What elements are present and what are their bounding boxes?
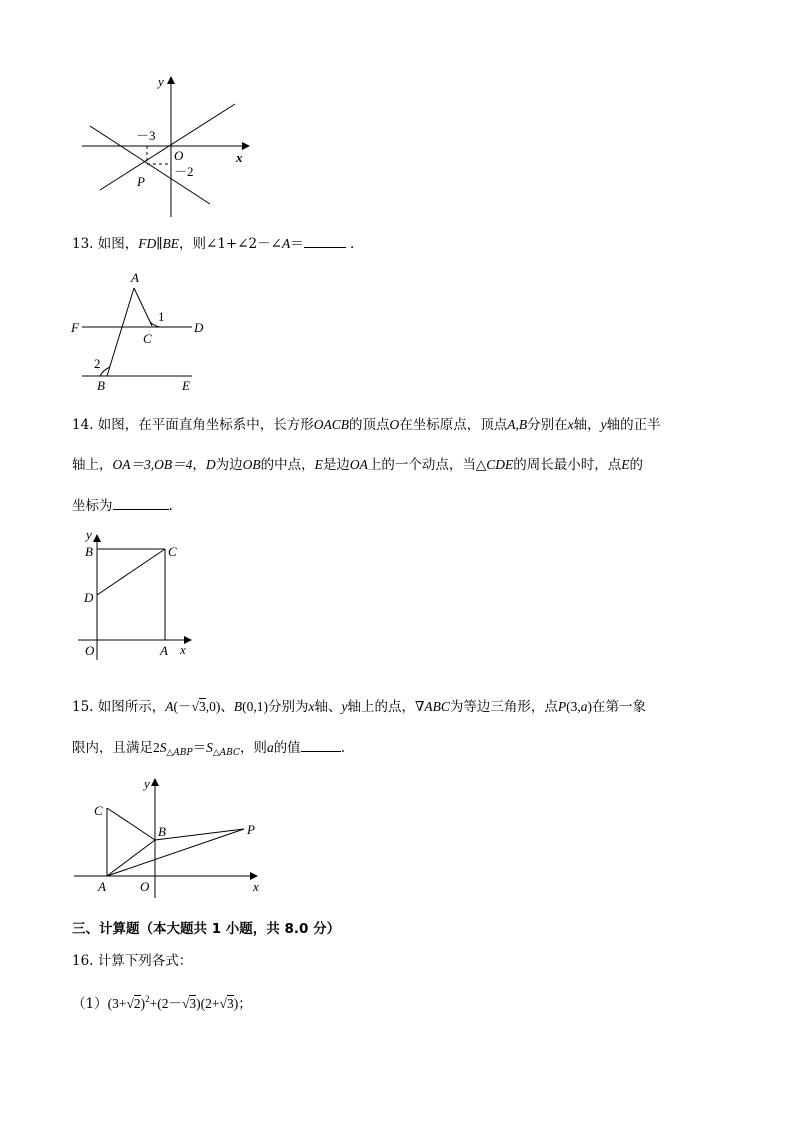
segment-DC [97,549,165,595]
section-3-heading: 三、计算题（本大题共 1 小题，共 8.0 分） [72,921,341,937]
label-C: C [168,544,177,559]
q15-x: x [308,699,315,714]
question-14-line-1 [72,416,732,434]
q16-e2: ) [140,996,146,1011]
q15-a: a [580,699,588,714]
q15-number: 15. [72,699,94,715]
q15-answer-blank[interactable] [301,738,341,752]
q14-text-2c: 为边 [215,457,243,473]
label-B: B [158,824,166,839]
q13-A: A [281,236,291,251]
q14-O: O [389,417,400,432]
q15-sqrt3: 3 [198,699,206,714]
q15-text-2c: 的值 [273,740,301,756]
q14-text-1c: 在坐标原点，顶点 [399,417,508,433]
q16-text: 计算下列各式： [93,953,193,969]
segment-AC [134,288,152,326]
y-axis-arrow [93,534,101,542]
q14-text-1f: 轴的正半 [606,417,661,433]
line-2 [100,104,235,190]
q15-P-coord: (3, [566,699,581,714]
q15-text-1a: 如图所示， [93,699,166,715]
label-y: y [86,527,92,542]
q16-r2: 2 [133,996,141,1011]
q13-end: ． [350,236,364,252]
q15-sep: 、 [220,699,234,715]
q15-text-2b: ，则 [239,740,267,756]
figure-q12 [70,72,260,222]
q14-E: E [314,457,323,472]
label-B: B [97,378,105,393]
q15-sqrt-sign: √ [191,699,199,714]
segment-CB [107,808,155,840]
label-P: P [137,174,145,189]
label-A: A [131,270,139,285]
q15-two: 2 [153,740,160,755]
q15-ABC: ABC [424,699,450,714]
q15-S2: S [206,740,213,755]
q15-text-1d: 轴上的点， [347,699,415,715]
q15-B: B [233,699,243,714]
label-C: C [143,331,152,346]
segment-AB [107,840,155,876]
q14-OB: OB [242,457,261,472]
label-E: E [182,378,190,393]
question-15-line-2 [72,738,732,762]
q14-text-2b: ， [192,457,206,473]
q16-r3b: 3 [226,996,234,1011]
q15-S1: S [159,740,167,755]
q15-sub-ABC: △ABC [212,748,240,758]
label-O: O [85,643,95,658]
q15-text-2a: 限内，且满足 [72,740,153,756]
question-13 [72,234,732,253]
q14-E2: E [621,457,630,472]
label-D: D [84,590,94,605]
label-O: O [140,879,150,894]
q16-e3: +(2－ [149,996,182,1011]
q16-sqrt-sign-2: √ [181,996,190,1011]
q15-y: y [341,699,348,714]
label-D: D [194,320,204,335]
q15-P-close: ) [587,699,593,714]
figure-q13-svg [70,266,220,394]
q15-text-1f: 在第一象 [592,699,647,715]
q15-sub-ABP: △ABP [166,748,193,758]
label-x: x [236,150,243,165]
label-F: F [71,320,79,335]
x-axis-arrow [242,142,250,150]
q14-text-3a: 坐标为 [72,498,113,514]
q14-x: x [567,417,574,432]
q15-A-coord-1: (－ [173,699,192,714]
q14-text-2g: 的周长最小时，点 [513,457,622,473]
q15-triangle: ∇ [414,699,425,714]
figure-q13 [70,266,220,394]
figure-q12-svg [70,72,260,222]
q15-text-1e: 为等边三角形，点 [449,699,558,715]
q16-sqrt-sign-1: √ [126,996,134,1011]
q16-part-label: （1） [72,996,108,1012]
label-P: P [247,822,255,837]
q14-OACB: OACB [313,417,350,432]
q13-number: 13. [72,236,94,252]
question-14-line-3 [72,496,732,515]
q14-OA-OB: OA＝3,OB＝4 [112,457,193,472]
question-15-line-1 [72,698,732,716]
q14-OA: OA [349,457,368,472]
q15-B-coord: (0,1) [242,699,268,714]
q14-text-2f: 上的一个动点，当△ [367,457,487,473]
label-x: x [180,642,186,657]
figure-q15-svg [70,772,270,900]
label-2: 2 [94,356,101,371]
q13-eq: ＝ [290,236,304,252]
q15-a2: a [266,740,274,755]
q13-BE: BE [162,236,180,251]
question-16 [72,952,732,970]
q13-text: 如图， [93,236,139,252]
q14-text-1d: 分别在 [527,417,568,433]
q15-eq: ＝ [192,740,207,756]
q15-A: A [165,699,174,714]
q16-sqrt-sign-3: √ [219,996,227,1011]
q16-square: 2 [145,994,150,1004]
q16-number: 16. [72,953,94,969]
q14-text-2h: 的 [629,457,644,473]
q14-answer-blank[interactable] [113,496,169,510]
q16-e5: ) [233,996,239,1011]
q15-end: . [340,740,345,756]
q14-end: . [168,498,173,514]
q14-y: y [600,417,607,432]
q16-e1: (3+ [107,996,127,1011]
q13-expr: ，则∠1+∠2－∠ [179,236,282,252]
label-x: x [253,879,259,894]
q16-semicolon: ； [238,996,252,1012]
q14-CDE: CDE [486,457,514,472]
q14-D: D [205,457,216,472]
label-C: C [94,803,103,818]
question-16-part-1 [72,990,732,1013]
figure-q15 [70,772,270,900]
q13-answer-blank[interactable] [304,234,346,248]
label-A: A [160,643,168,658]
segment-AP [107,829,244,876]
q14-text-1a: 如图，在平面直角坐标系中，长方形 [93,417,314,433]
q14-text-1b: 的顶点 [349,417,390,433]
question-14-line-2 [72,456,732,474]
q14-number: 14. [72,417,94,433]
label-A: A [98,879,106,894]
segment-BA [107,288,134,376]
segment-BP [155,829,244,840]
q13-FD: FD [138,236,157,251]
q14-AB: A,B [507,417,528,432]
q15-text-1c: 轴、 [314,699,342,715]
q13-parallel: ∥ [156,236,163,251]
q16-r3a: 3 [189,996,197,1011]
q14-text-1e: 轴， [573,417,601,433]
figure-q14 [74,526,204,662]
q15-P: P [557,699,567,714]
q14-text-2a: 轴上， [72,457,113,473]
label-y: y [158,74,164,89]
label-1: 1 [158,309,165,324]
label-neg3: －3 [136,128,156,143]
label-neg2: －2 [174,164,194,179]
q16-e4: )(2+ [196,996,220,1011]
label-y: y [144,776,150,791]
q15-text-1b: 分别为 [267,699,309,715]
label-B: B [85,544,93,559]
y-axis-arrow [167,76,175,84]
label-origin: O [174,148,184,163]
q14-text-2e: 是边 [322,457,350,473]
figure-q14-svg [74,526,204,662]
q14-text-2d: 的中点， [260,457,315,473]
q15-A-coord-2: ,0) [205,699,221,714]
y-axis-arrow [151,778,159,786]
